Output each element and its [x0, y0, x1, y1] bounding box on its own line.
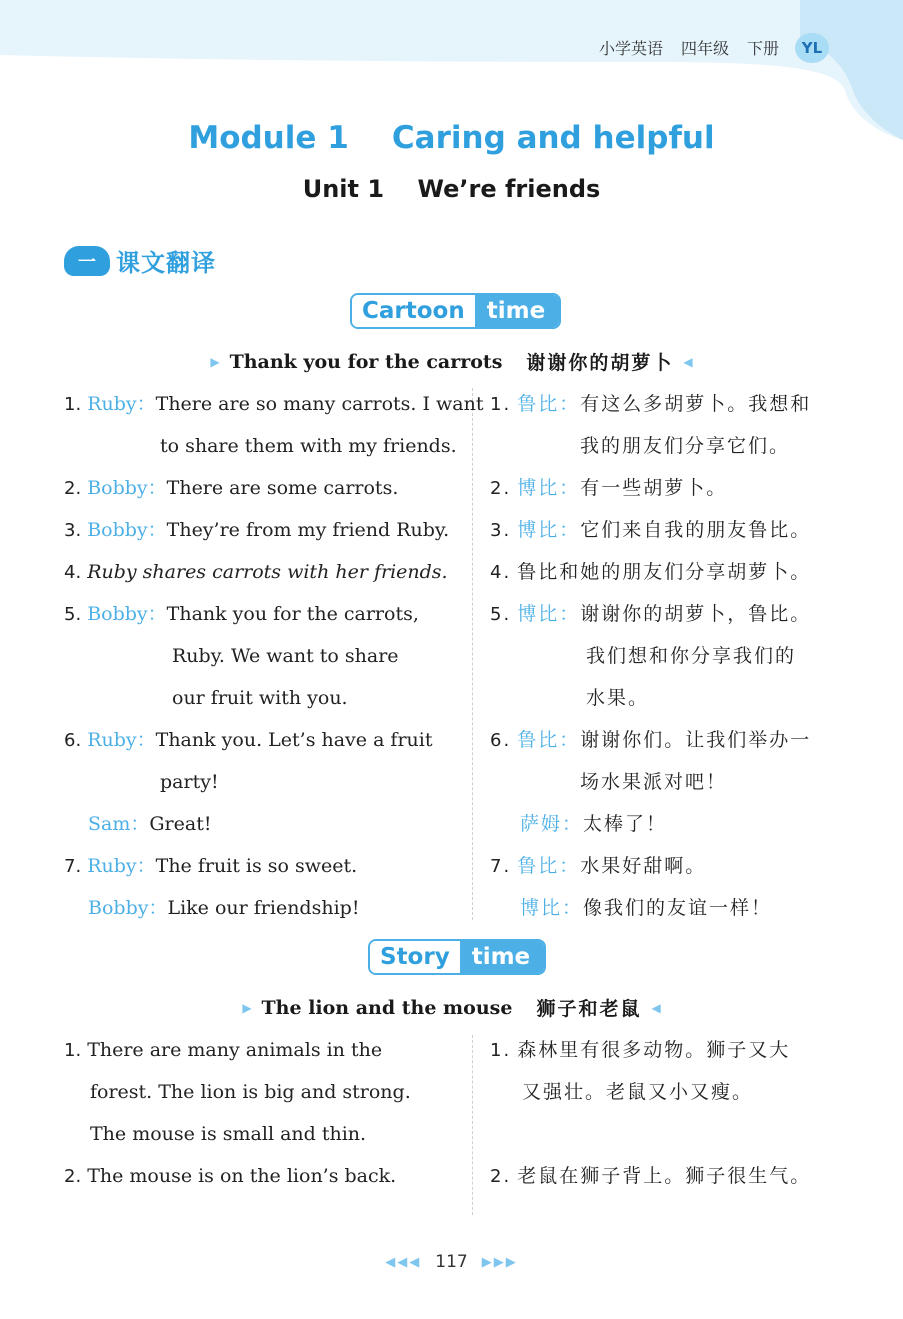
line-number: 1. [490, 394, 512, 415]
page-number: 117 [435, 1252, 468, 1272]
line-text: to share them with my friends. [160, 435, 457, 457]
edition-badge: YL [795, 33, 829, 63]
text-line [580, 434, 790, 458]
line-number: 4. [490, 562, 512, 583]
text-line [586, 644, 796, 668]
speaker-name: 鲁比： [517, 729, 581, 751]
grade-label: 四年级 [680, 39, 729, 58]
text-line [64, 560, 448, 585]
line-text: The mouse is on the lion’s back. [87, 1165, 397, 1187]
line-text: party! [160, 771, 219, 793]
text-line [586, 686, 649, 710]
speaker-name: 博比： [517, 519, 581, 541]
text-line [90, 1080, 411, 1104]
volume-label: 下册 [746, 39, 779, 58]
speaker-name: Ruby： [87, 393, 156, 415]
line-text: Great! [149, 813, 212, 835]
line-text: There are some carrots. [166, 477, 399, 499]
arrows-left-icon: ◀◀◀ [385, 1254, 422, 1270]
text-line [522, 1080, 753, 1104]
line-number: 1. [64, 394, 82, 415]
lion-story-title [0, 994, 903, 1021]
text-line [88, 896, 359, 920]
column-divider [472, 388, 473, 920]
text-line [64, 1038, 382, 1063]
line-text: 像我们的友谊一样！ [583, 897, 773, 919]
line-number: 2. [64, 1166, 82, 1187]
text-line [64, 1164, 396, 1189]
text-line [64, 392, 483, 417]
speaker-name: Bobby： [88, 897, 168, 919]
text-line [490, 476, 727, 501]
cartoon-title-cn: 谢谢你的胡萝卜 [526, 352, 674, 374]
line-number: 4. [64, 562, 82, 583]
line-text: Like our friendship! [167, 897, 360, 919]
book-info [599, 36, 825, 59]
triangle-right-icon: ▶ [242, 1000, 252, 1015]
line-text: There are so many carrots. I want [155, 393, 484, 415]
cartoon-story-title [0, 348, 903, 375]
line-number: 1. [490, 1040, 512, 1061]
text-line [580, 770, 727, 794]
cartoon-title-en: Thank you for the carrots [229, 350, 503, 373]
text-line [64, 476, 398, 501]
line-text: 水果。 [586, 687, 650, 709]
triangle-left-icon: ◀ [651, 1000, 661, 1015]
line-text: forest. The lion is big and strong. [90, 1081, 411, 1103]
line-text: Thank you. Let’s have a fruit [155, 729, 433, 751]
text-line [64, 728, 433, 753]
arrows-right-icon: ▶▶▶ [481, 1254, 518, 1270]
line-text: 水果好甜啊。 [580, 855, 707, 877]
speaker-name: Ruby： [87, 855, 156, 877]
banner-word-time: time [460, 941, 544, 973]
line-number: 6. [490, 730, 512, 751]
story-title-cn: 狮子和老鼠 [536, 998, 642, 1020]
line-number: 5. [490, 604, 512, 625]
section-title: 课文翻译 [116, 249, 216, 277]
line-text: 谢谢你们。让我们举办一 [580, 729, 812, 751]
line-text: 有这么多胡萝卜。我想和 [580, 393, 812, 415]
triangle-left-icon: ◀ [683, 354, 693, 369]
line-text: The mouse is small and thin. [90, 1123, 367, 1145]
line-text: The fruit is so sweet. [155, 855, 358, 877]
line-number: 2. [64, 478, 82, 499]
triangle-right-icon: ▶ [210, 354, 220, 369]
speaker-name: 博比： [517, 477, 581, 499]
line-text: They’re from my friend Ruby. [166, 519, 450, 541]
line-text: 又强壮。老鼠又小又瘦。 [522, 1081, 754, 1103]
banner-word-time: time [475, 295, 559, 327]
story-time-banner [368, 939, 546, 975]
unit-title: Unit 1 We’re friends [302, 175, 601, 203]
cartoon-time-banner [350, 293, 561, 329]
page-footer [0, 1252, 903, 1272]
line-text: 它们来自我的朋友鲁比。 [580, 519, 812, 541]
line-text: 鲁比和她的朋友们分享胡萝卜。 [517, 561, 812, 583]
speaker-name: 鲁比： [517, 393, 581, 415]
speaker-name: 博比： [517, 603, 581, 625]
line-text: 森林里有很多动物。狮子又大 [517, 1039, 791, 1061]
speaker-name: Sam： [88, 813, 150, 835]
line-number: 1. [64, 1040, 82, 1061]
text-line [520, 896, 772, 920]
line-text: 太棒了！ [583, 813, 668, 835]
line-number: 7. [64, 856, 82, 877]
text-line [90, 1122, 366, 1146]
text-line [490, 560, 811, 585]
text-line [64, 602, 419, 627]
line-text: 老鼠在狮子背上。狮子很生气。 [517, 1165, 812, 1187]
line-number: 3. [490, 520, 512, 541]
line-number: 2. [490, 1166, 512, 1187]
text-line [490, 518, 811, 543]
line-number: 5. [64, 604, 82, 625]
text-line [490, 1164, 811, 1189]
text-line [172, 686, 348, 710]
text-line [160, 434, 457, 458]
text-line [490, 728, 811, 753]
text-line [520, 812, 667, 836]
banner-word-story: Story [370, 941, 460, 973]
line-text: 场水果派对吧！ [580, 771, 728, 793]
speaker-name: 鲁比： [517, 855, 581, 877]
line-text: 我的朋友们分享它们。 [580, 435, 791, 457]
line-text: our fruit with you. [172, 687, 348, 709]
line-number: 3. [64, 520, 82, 541]
line-text: 我们想和你分享我们的 [586, 645, 797, 667]
speaker-name: Bobby： [87, 603, 167, 625]
module-title: Module 1 Caring and helpful [188, 120, 715, 156]
section-number-badge: 一 [64, 246, 110, 276]
line-text: Ruby shares carrots with her friends. [87, 561, 448, 583]
section-heading [64, 243, 216, 278]
line-number: 2. [490, 478, 512, 499]
speaker-name: 博比： [520, 897, 584, 919]
text-line [490, 392, 811, 417]
text-line [160, 770, 219, 794]
line-text: Ruby. We want to share [172, 645, 399, 667]
text-line [490, 854, 706, 879]
line-text: 有一些胡萝卜。 [580, 477, 728, 499]
text-line [64, 854, 357, 879]
text-line [172, 644, 399, 668]
speaker-name: Bobby： [87, 519, 167, 541]
line-text: 谢谢你的胡萝卜，鲁比。 [580, 603, 812, 625]
column-divider [472, 1035, 473, 1215]
speaker-name: Ruby： [87, 729, 156, 751]
text-line [88, 812, 211, 836]
subject-label: 小学英语 [598, 39, 663, 58]
text-line [490, 602, 811, 627]
speaker-name: Bobby： [87, 477, 167, 499]
line-number: 6. [64, 730, 82, 751]
line-text: Thank you for the carrots, [166, 603, 419, 625]
line-number: 7. [490, 856, 512, 877]
banner-word-cartoon: Cartoon [352, 295, 475, 327]
speaker-name: 萨姆： [520, 813, 584, 835]
story-title-en: The lion and the mouse [261, 996, 513, 1019]
text-line [64, 518, 449, 543]
text-line [490, 1038, 790, 1063]
line-text: There are many animals in the [87, 1039, 383, 1061]
